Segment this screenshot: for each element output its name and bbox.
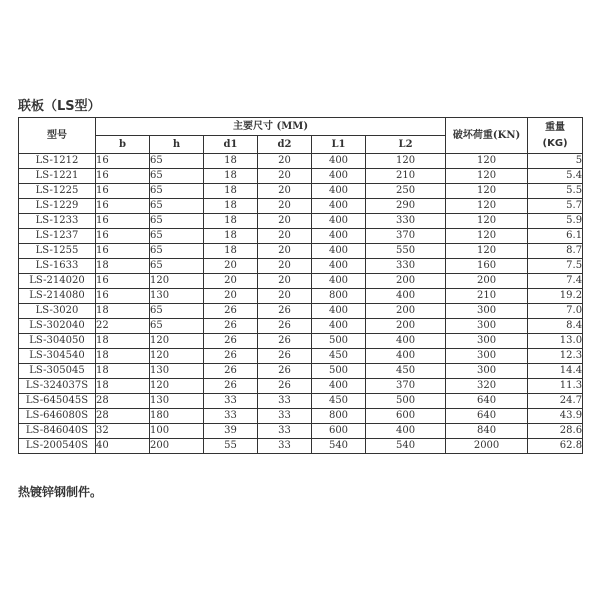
table-row [19, 169, 583, 184]
cell-d2: 33 [258, 439, 312, 454]
cell-l2: 400 [366, 289, 446, 304]
cell-l1: 800 [312, 289, 366, 304]
cell-h: 65 [150, 184, 204, 199]
cell-d2: 26 [258, 319, 312, 334]
cell-l2: 450 [366, 364, 446, 379]
cell-model: LS-646080S [19, 409, 96, 424]
table-row [19, 394, 583, 409]
cell-b: 28 [96, 409, 150, 424]
cell-b: 18 [96, 349, 150, 364]
cell-weight: 62.8 [528, 439, 583, 454]
table-row [19, 244, 583, 259]
table-row [19, 319, 583, 334]
cell-model: LS-1229 [19, 199, 96, 214]
cell-load: 640 [446, 394, 528, 409]
cell-d1: 55 [204, 439, 258, 454]
cell-b: 16 [96, 214, 150, 229]
cell-d1: 26 [204, 304, 258, 319]
cell-model: LS-304540 [19, 349, 96, 364]
cell-model: LS-1233 [19, 214, 96, 229]
cell-weight: 5.7 [528, 199, 583, 214]
cell-weight: 5.4 [528, 169, 583, 184]
cell-l1: 400 [312, 274, 366, 289]
cell-d1: 26 [204, 379, 258, 394]
cell-l2: 540 [366, 439, 446, 454]
header-b: b [96, 136, 150, 154]
cell-load: 300 [446, 304, 528, 319]
cell-h: 65 [150, 259, 204, 274]
cell-model: LS-200540S [19, 439, 96, 454]
cell-h: 200 [150, 439, 204, 454]
cell-l1: 400 [312, 379, 366, 394]
cell-weight: 11.3 [528, 379, 583, 394]
cell-load: 300 [446, 334, 528, 349]
cell-h: 130 [150, 289, 204, 304]
cell-load: 120 [446, 229, 528, 244]
cell-b: 16 [96, 169, 150, 184]
cell-load: 210 [446, 289, 528, 304]
cell-b: 16 [96, 229, 150, 244]
cell-d2: 20 [258, 229, 312, 244]
cell-weight: 6.1 [528, 229, 583, 244]
cell-model: LS-1221 [19, 169, 96, 184]
cell-l2: 400 [366, 349, 446, 364]
cell-model: LS-1255 [19, 244, 96, 259]
header-l1: L1 [312, 136, 366, 154]
cell-model: LS-304050 [19, 334, 96, 349]
cell-h: 65 [150, 229, 204, 244]
table-row [19, 214, 583, 229]
cell-l2: 250 [366, 184, 446, 199]
cell-d1: 26 [204, 319, 258, 334]
cell-b: 32 [96, 424, 150, 439]
cell-h: 65 [150, 244, 204, 259]
table-row [19, 379, 583, 394]
table-row [19, 274, 583, 289]
cell-d1: 18 [204, 214, 258, 229]
cell-l1: 400 [312, 244, 366, 259]
cell-model: LS-1225 [19, 184, 96, 199]
cell-weight: 14.4 [528, 364, 583, 379]
cell-d1: 20 [204, 289, 258, 304]
cell-d2: 26 [258, 379, 312, 394]
cell-model: LS-846040S [19, 424, 96, 439]
cell-load: 120 [446, 184, 528, 199]
header-h: h [150, 136, 204, 154]
cell-b: 16 [96, 184, 150, 199]
cell-l1: 400 [312, 169, 366, 184]
cell-d1: 33 [204, 394, 258, 409]
cell-d1: 26 [204, 349, 258, 364]
cell-d1: 20 [204, 259, 258, 274]
cell-l2: 500 [366, 394, 446, 409]
cell-weight: 7.0 [528, 304, 583, 319]
cell-d2: 33 [258, 424, 312, 439]
cell-d1: 39 [204, 424, 258, 439]
table-row [19, 439, 583, 454]
cell-h: 130 [150, 394, 204, 409]
cell-b: 16 [96, 154, 150, 169]
cell-model: LS-1237 [19, 229, 96, 244]
table-row [19, 364, 583, 379]
header-d1: d1 [204, 136, 258, 154]
cell-b: 18 [96, 364, 150, 379]
cell-load: 160 [446, 259, 528, 274]
cell-h: 65 [150, 169, 204, 184]
cell-h: 180 [150, 409, 204, 424]
table-row [19, 199, 583, 214]
cell-l2: 330 [366, 214, 446, 229]
spec-table [18, 117, 583, 454]
cell-model: LS-1212 [19, 154, 96, 169]
cell-l2: 370 [366, 229, 446, 244]
cell-weight: 7.4 [528, 274, 583, 289]
cell-load: 320 [446, 379, 528, 394]
cell-weight: 12.3 [528, 349, 583, 364]
header-weight-line1: 重量 [545, 121, 566, 133]
cell-l1: 450 [312, 349, 366, 364]
cell-d2: 20 [258, 154, 312, 169]
cell-d2: 20 [258, 169, 312, 184]
cell-d1: 20 [204, 274, 258, 289]
cell-d2: 20 [258, 259, 312, 274]
cell-l1: 500 [312, 334, 366, 349]
cell-l1: 400 [312, 319, 366, 334]
table-row [19, 184, 583, 199]
cell-h: 65 [150, 319, 204, 334]
cell-weight: 7.5 [528, 259, 583, 274]
cell-d2: 26 [258, 304, 312, 319]
header-model: 型号 [19, 118, 96, 154]
cell-l1: 800 [312, 409, 366, 424]
cell-d1: 18 [204, 169, 258, 184]
cell-load: 120 [446, 169, 528, 184]
header-weight [528, 118, 583, 154]
cell-d1: 18 [204, 184, 258, 199]
cell-b: 16 [96, 244, 150, 259]
cell-h: 130 [150, 364, 204, 379]
cell-l2: 290 [366, 199, 446, 214]
cell-l2: 400 [366, 424, 446, 439]
cell-l2: 400 [366, 334, 446, 349]
cell-l2: 600 [366, 409, 446, 424]
cell-l1: 600 [312, 424, 366, 439]
cell-h: 65 [150, 214, 204, 229]
cell-d1: 33 [204, 409, 258, 424]
cell-d1: 18 [204, 154, 258, 169]
header-main-dims: 主要尺寸 (MM) [96, 118, 446, 136]
cell-model: LS-1633 [19, 259, 96, 274]
cell-load: 120 [446, 244, 528, 259]
cell-h: 65 [150, 199, 204, 214]
table-row [19, 349, 583, 364]
cell-l1: 400 [312, 184, 366, 199]
cell-weight: 43.9 [528, 409, 583, 424]
cell-b: 18 [96, 259, 150, 274]
cell-model: LS-3020 [19, 304, 96, 319]
cell-d2: 20 [258, 184, 312, 199]
cell-model: LS-324037S [19, 379, 96, 394]
cell-d2: 26 [258, 349, 312, 364]
cell-d1: 18 [204, 199, 258, 214]
cell-b: 18 [96, 379, 150, 394]
cell-d2: 20 [258, 214, 312, 229]
table-row [19, 229, 583, 244]
cell-model: LS-214080 [19, 289, 96, 304]
cell-load: 840 [446, 424, 528, 439]
cell-load: 120 [446, 214, 528, 229]
cell-l1: 400 [312, 259, 366, 274]
cell-weight: 5 [528, 154, 583, 169]
cell-d2: 33 [258, 394, 312, 409]
cell-l2: 370 [366, 379, 446, 394]
cell-h: 120 [150, 349, 204, 364]
cell-l1: 400 [312, 199, 366, 214]
cell-b: 28 [96, 394, 150, 409]
cell-d2: 20 [258, 199, 312, 214]
table-row [19, 409, 583, 424]
cell-weight: 24.7 [528, 394, 583, 409]
cell-b: 18 [96, 334, 150, 349]
footnote: 热镀锌钢制件。 [18, 485, 103, 499]
cell-weight: 8.7 [528, 244, 583, 259]
table-row [19, 154, 583, 169]
table-row [19, 304, 583, 319]
cell-load: 2000 [446, 439, 528, 454]
cell-d1: 26 [204, 334, 258, 349]
cell-d1: 26 [204, 364, 258, 379]
page-title: 联板（LS型） [18, 99, 101, 114]
cell-l1: 400 [312, 304, 366, 319]
table-row [19, 334, 583, 349]
cell-l2: 200 [366, 304, 446, 319]
cell-l2: 210 [366, 169, 446, 184]
cell-h: 120 [150, 379, 204, 394]
cell-l2: 550 [366, 244, 446, 259]
cell-load: 640 [446, 409, 528, 424]
cell-load: 120 [446, 154, 528, 169]
spec-table-body [19, 154, 583, 454]
cell-weight: 19.2 [528, 289, 583, 304]
cell-h: 65 [150, 304, 204, 319]
cell-h: 100 [150, 424, 204, 439]
header-l2: L2 [366, 136, 446, 154]
table-row [19, 259, 583, 274]
header-load: 破坏荷重(KN) [446, 118, 528, 154]
cell-b: 18 [96, 304, 150, 319]
cell-l1: 540 [312, 439, 366, 454]
cell-b: 22 [96, 319, 150, 334]
cell-l1: 400 [312, 214, 366, 229]
cell-d2: 26 [258, 334, 312, 349]
cell-model: LS-305045 [19, 364, 96, 379]
cell-l2: 200 [366, 319, 446, 334]
cell-d1: 18 [204, 244, 258, 259]
cell-load: 200 [446, 274, 528, 289]
header-weight-line2: (KG) [542, 137, 568, 149]
cell-d2: 20 [258, 244, 312, 259]
cell-load: 300 [446, 319, 528, 334]
cell-d2: 20 [258, 289, 312, 304]
cell-h: 120 [150, 274, 204, 289]
cell-load: 120 [446, 199, 528, 214]
table-row [19, 424, 583, 439]
cell-l1: 500 [312, 364, 366, 379]
cell-load: 300 [446, 364, 528, 379]
cell-d1: 18 [204, 229, 258, 244]
cell-load: 300 [446, 349, 528, 364]
cell-model: LS-645045S [19, 394, 96, 409]
cell-h: 65 [150, 154, 204, 169]
cell-l2: 200 [366, 274, 446, 289]
cell-weight: 5.5 [528, 184, 583, 199]
cell-l2: 330 [366, 259, 446, 274]
cell-model: LS-302040 [19, 319, 96, 334]
header-d2: d2 [258, 136, 312, 154]
cell-b: 16 [96, 199, 150, 214]
cell-weight: 13.0 [528, 334, 583, 349]
cell-l2: 120 [366, 154, 446, 169]
table-row [19, 289, 583, 304]
cell-weight: 8.4 [528, 319, 583, 334]
cell-l1: 400 [312, 229, 366, 244]
cell-b: 16 [96, 274, 150, 289]
cell-d2: 26 [258, 364, 312, 379]
cell-weight: 28.6 [528, 424, 583, 439]
cell-h: 120 [150, 334, 204, 349]
cell-b: 16 [96, 289, 150, 304]
cell-l1: 450 [312, 394, 366, 409]
cell-weight: 5.9 [528, 214, 583, 229]
cell-model: LS-214020 [19, 274, 96, 289]
cell-l1: 400 [312, 154, 366, 169]
cell-d2: 20 [258, 274, 312, 289]
cell-d2: 33 [258, 409, 312, 424]
cell-b: 40 [96, 439, 150, 454]
